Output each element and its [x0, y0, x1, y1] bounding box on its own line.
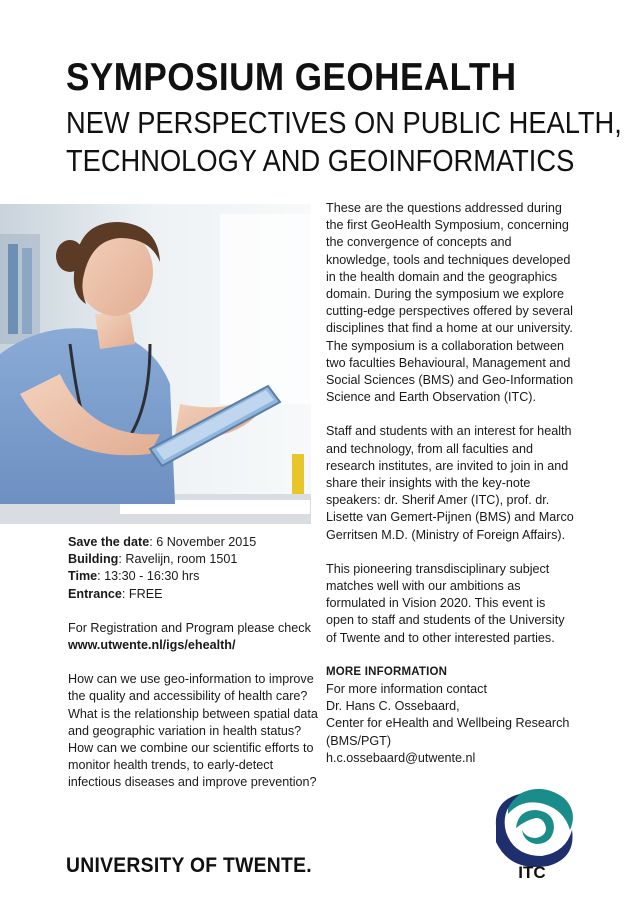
event-details-column: [68, 534, 318, 792]
save-the-date-label: Save the date: [68, 535, 150, 549]
registration-text: For Registration and Program please check: [68, 620, 311, 635]
entrance-label: Entrance: [68, 586, 122, 601]
itc-logo-inner-swirl: [516, 810, 554, 844]
university-of-twente-logo: UNIVERSITY OF TWENTE.: [66, 854, 312, 877]
intro-questions-paragraph: How can we use geo-information to improve the quality and accessibility of health care? What is the relationship between spatial data and geographic variation in health status? How can we combine our scientific efforts to monitor health trends, to early-detect infectious diseases and improve prevention?: [68, 672, 318, 790]
invitation-paragraph: Staff and students with an interest for health and technology, from all faculties and research institutes, are invited to join in and share their insights with the key-note speakers: dr. Sherif Amer (ITC), prof. dr. Lisette van Gemert-Pijnen (BMS) and Marco Gerritsen M.D. (Ministry of Foreign Affairs).: [326, 424, 574, 542]
questions-paragraph: These are the questions addressed during the first GeoHealth Symposium, concerning the convergence of concepts and knowledge, tools and techniques developed in the health domain and the geographics domain. During the symposium we explore cutting-edge perspectives offered by several disciplines that find a home at our university. The symposium is a collaboration between two faculties Behavioural, Management and Social Sciences (BMS) and Geo-Information Science and Earth Observation (ITC).: [326, 201, 574, 405]
time-line: [68, 568, 318, 585]
building-line: [68, 551, 318, 568]
symposium-title: SYMPOSIUM GEOHEALTH: [66, 56, 517, 99]
subtitle: [66, 104, 622, 180]
registration-link[interactable]: www.utwente.nl/igs/ehealth/: [68, 638, 236, 653]
description-column: [326, 200, 576, 767]
photo-illustration: [0, 204, 311, 524]
building-label: Building: [68, 552, 119, 567]
save-the-date-line: [68, 534, 318, 551]
time-label: Time: [68, 569, 98, 584]
subtitle-line-1: NEW PERSPECTIVES ON PUBLIC HEALTH,: [66, 105, 622, 140]
contact-intro: For more information contact: [326, 682, 487, 697]
vision-paragraph: This pioneering transdisciplinary subject matches well with our ambitions as formulated in Vision 2020. This event is open to staff and students of the University of Twente and to other interested parties.: [326, 561, 565, 645]
itc-logo: [486, 780, 578, 880]
building-value: : Ravelijn, room 1501: [118, 552, 238, 567]
nurse-with-tablet-photo: [0, 204, 311, 524]
more-information-heading: MORE INFORMATION: [326, 665, 448, 678]
entrance-value: : FREE: [121, 586, 163, 601]
save-the-date-value: : 6 November 2015: [149, 535, 257, 549]
entrance-line: [68, 586, 318, 603]
subtitle-line-2: TECHNOLOGY AND GEOINFORMATICS: [66, 143, 575, 178]
itc-logo-text: ITC: [518, 863, 546, 880]
contact-organization: Center for eHealth and Wellbeing Research (BMS/PGT): [326, 716, 570, 748]
contact-name: Dr. Hans C. Ossebaard,: [326, 699, 460, 714]
time-value: : 13:30 - 16:30 hrs: [97, 569, 200, 584]
contact-email[interactable]: h.c.ossebaard@utwente.nl: [326, 750, 476, 765]
